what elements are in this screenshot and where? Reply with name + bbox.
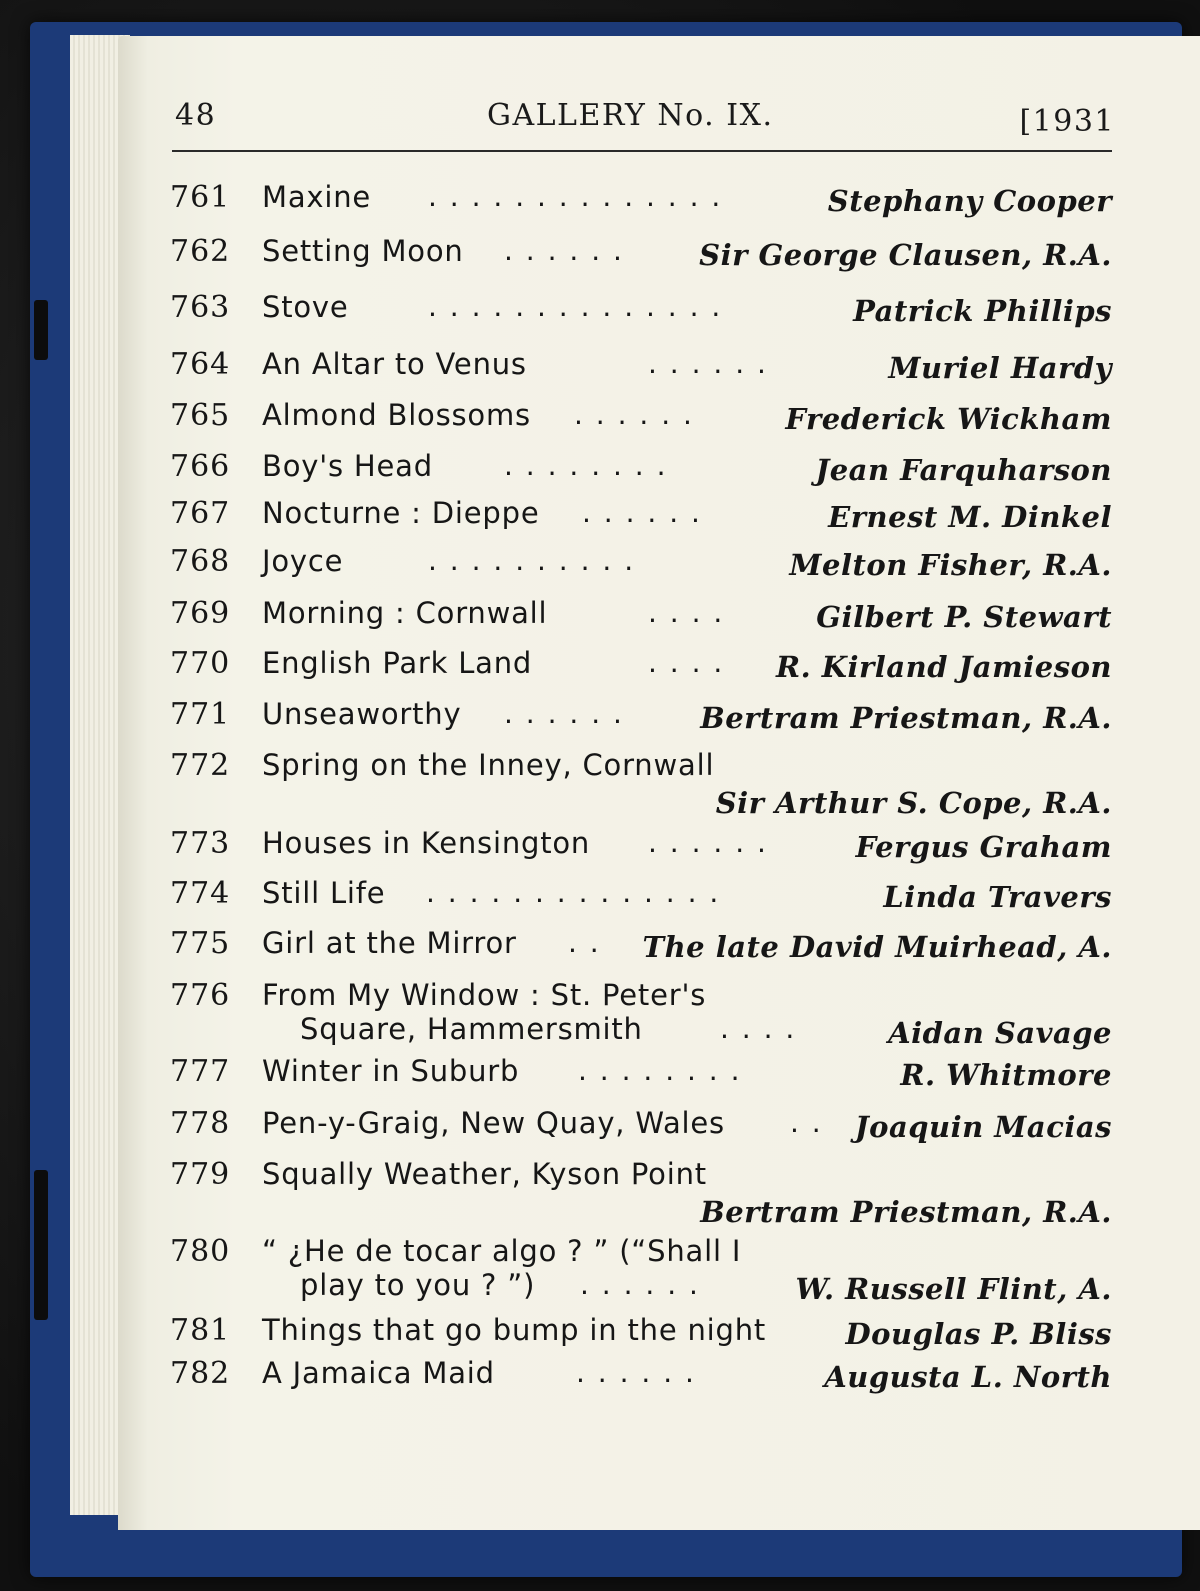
entry-title: “ ¿He de tocar algo ? ” (“Shall I xyxy=(262,1234,742,1268)
entry-number: 762 xyxy=(170,234,231,269)
entry-number: 782 xyxy=(170,1356,231,1391)
entry-artist: Patrick Phillips xyxy=(853,294,1112,328)
dot-leaders: . . . . xyxy=(648,646,725,679)
dot-leaders: . . xyxy=(568,926,601,959)
page-header xyxy=(175,96,1115,140)
entry-artist: Gilbert P. Stewart xyxy=(816,600,1112,634)
dot-leaders: . . xyxy=(790,1106,823,1139)
entry-number: 778 xyxy=(170,1106,231,1141)
dot-leaders: . . . . . . . . . . . . . . xyxy=(428,290,723,323)
entry-number: 775 xyxy=(170,926,231,961)
entry-title: Squally Weather, Kyson Point xyxy=(262,1157,707,1191)
entry-number: 770 xyxy=(170,646,231,681)
entry-number: 765 xyxy=(170,398,231,433)
entry-title: From My Window : St. Peter's xyxy=(262,978,707,1012)
entry-number: 777 xyxy=(170,1054,231,1089)
entry-number: 764 xyxy=(170,347,231,382)
dot-leaders: . . . . . . xyxy=(648,826,768,859)
entry-artist: Douglas P. Bliss xyxy=(845,1317,1112,1351)
binding-thread xyxy=(34,300,48,360)
entry-title: Winter in Suburb xyxy=(262,1054,520,1088)
entry-number: 771 xyxy=(170,697,231,732)
entry-title: An Altar to Venus xyxy=(262,347,527,381)
entry-artist: The late David Muirhead, A. xyxy=(642,930,1112,964)
entry-number: 779 xyxy=(170,1157,231,1192)
entry-artist: Ernest M. Dinkel xyxy=(828,500,1112,534)
entry-artist: W. Russell Flint, A. xyxy=(795,1272,1112,1306)
entry-artist: Augusta L. North xyxy=(824,1360,1112,1394)
entry-title: A Jamaica Maid xyxy=(262,1356,495,1390)
entry-artist: Joaquin Macias xyxy=(854,1110,1112,1144)
dot-leaders: . . . . . . xyxy=(582,496,702,529)
entry-number: 772 xyxy=(170,748,231,783)
entry-title: Spring on the Inney, Cornwall xyxy=(262,748,715,782)
entry-title: Houses in Kensington xyxy=(262,826,591,860)
entry-number: 781 xyxy=(170,1313,231,1348)
dot-leaders: . . . . . . . . . . . . . . xyxy=(428,180,723,213)
entry-title: Still Life xyxy=(262,876,386,910)
entry-title-continued: play to you ? ”) xyxy=(300,1268,536,1302)
dot-leaders: . . . . . . . . . . xyxy=(428,544,636,577)
entry-title: English Park Land xyxy=(262,646,533,680)
dot-leaders: . . . . xyxy=(720,1012,797,1045)
entry-number: 761 xyxy=(170,180,231,215)
entry-title: Girl at the Mirror xyxy=(262,926,517,960)
entry-number: 780 xyxy=(170,1234,231,1269)
entry-title: Nocturne : Dieppe xyxy=(262,496,540,530)
entry-artist: R. Whitmore xyxy=(900,1058,1112,1092)
entry-title-continued: Square, Hammersmith xyxy=(300,1012,643,1046)
dot-leaders: . . . . . . xyxy=(576,1356,696,1389)
entry-number: 768 xyxy=(170,544,231,579)
entry-title: Unseaworthy xyxy=(262,697,462,731)
entry-title: Maxine xyxy=(262,180,372,214)
entry-number: 774 xyxy=(170,876,231,911)
entry-artist: Stephany Cooper xyxy=(827,184,1112,218)
entry-artist: Sir Arthur S. Cope, R.A. xyxy=(715,786,1112,820)
dot-leaders: . . . . . . xyxy=(504,697,624,730)
entry-number: 769 xyxy=(170,596,231,631)
entry-artist: Bertram Priestman, R.A. xyxy=(700,701,1112,735)
entry-title: Things that go bump in the night xyxy=(262,1313,767,1347)
dot-leaders: . . . . . . . . xyxy=(578,1054,742,1087)
page-number: 48 xyxy=(175,98,217,133)
entry-title: Almond Blossoms xyxy=(262,398,531,432)
dot-leaders: . . . . . . . . xyxy=(504,449,668,482)
entry-artist: Sir George Clausen, R.A. xyxy=(699,238,1112,272)
entry-artist: R. Kirland Jamieson xyxy=(776,650,1112,684)
entry-title: Stove xyxy=(262,290,349,324)
entry-title: Boy's Head xyxy=(262,449,433,483)
dot-leaders: . . . . . . xyxy=(504,234,624,267)
entry-title: Setting Moon xyxy=(262,234,464,268)
entry-number: 766 xyxy=(170,449,231,484)
dot-leaders: . . . . . . xyxy=(580,1268,700,1301)
dot-leaders: . . . . . . xyxy=(648,347,768,380)
entry-artist: Muriel Hardy xyxy=(888,351,1112,385)
entry-artist: Frederick Wickham xyxy=(785,402,1112,436)
entry-artist: Fergus Graham xyxy=(855,830,1112,864)
entry-title: Pen-y-Graig, New Quay, Wales xyxy=(262,1106,725,1140)
entry-title: Morning : Cornwall xyxy=(262,596,548,630)
entry-artist: Bertram Priestman, R.A. xyxy=(700,1195,1112,1229)
entry-artist: Linda Travers xyxy=(883,880,1112,914)
entry-title: Joyce xyxy=(262,544,344,578)
entry-number: 776 xyxy=(170,978,231,1013)
entry-number: 763 xyxy=(170,290,231,325)
header-rule xyxy=(172,150,1112,152)
entry-number: 773 xyxy=(170,826,231,861)
entry-artist: Jean Farquharson xyxy=(815,453,1112,487)
year-label: [1931 xyxy=(1019,104,1115,139)
gallery-title: GALLERY No. IX. xyxy=(487,98,774,133)
dot-leaders: . . . . . . xyxy=(574,398,694,431)
entry-artist: Melton Fisher, R.A. xyxy=(789,548,1112,582)
entry-artist: Aidan Savage xyxy=(888,1016,1112,1050)
binding-thread xyxy=(34,1170,48,1320)
dot-leaders: . . . . . . . . . . . . . . xyxy=(426,876,721,909)
dot-leaders: . . . . xyxy=(648,596,725,629)
entry-number: 767 xyxy=(170,496,231,531)
